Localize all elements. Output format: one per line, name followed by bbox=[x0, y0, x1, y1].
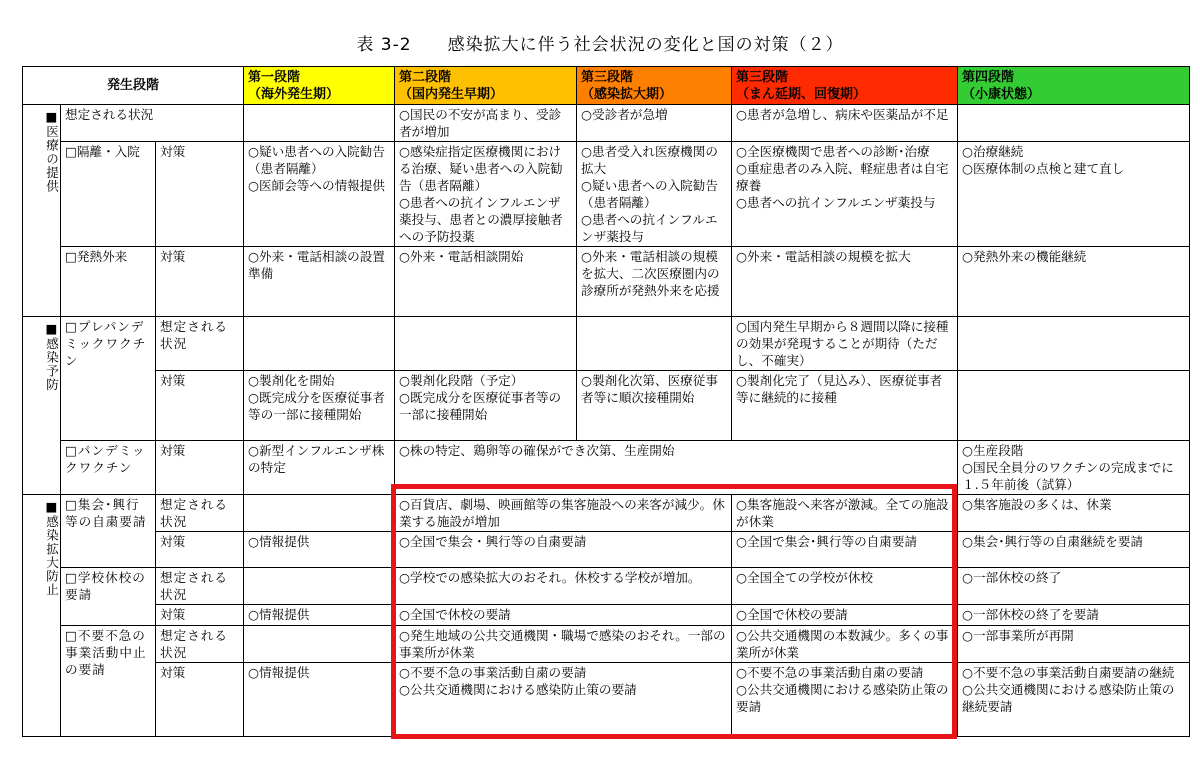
row-kind: 対策 bbox=[156, 605, 244, 626]
table-cell: ○不要不急の事業活動自粛要請の継続 ○公共交通機関における感染防止策の継続要請 bbox=[958, 663, 1190, 737]
table-cell bbox=[244, 568, 395, 605]
table-cell bbox=[958, 317, 1190, 371]
table-cell: ○発熱外来の機能継続 bbox=[958, 247, 1190, 317]
table-cell: ○製剤化完了（見込み）、医療従事者等に継続的に接種 bbox=[732, 371, 958, 441]
row-kind: 対策 bbox=[156, 663, 244, 737]
measures-table bbox=[22, 66, 1190, 737]
table-cell: ○治療継続 ○医療体制の点検と建て直し bbox=[958, 142, 1190, 247]
table-cell: ○一部事業所が再開 bbox=[958, 626, 1190, 663]
table-cell: ○全国全ての学校が休校 bbox=[732, 568, 958, 605]
row-item: □隔離・入院 bbox=[61, 142, 156, 247]
table-cell bbox=[577, 317, 732, 371]
table-cell: ○外来・電話相談の設置準備 bbox=[244, 247, 395, 317]
row-item: □学校休校の要請 bbox=[61, 568, 156, 626]
stage3-header: 第三段階 （感染拡大期） bbox=[577, 67, 732, 105]
table-cell: ○全国で集会･興行等の自粛要請 bbox=[732, 532, 958, 568]
row-kind: 対策 bbox=[156, 532, 244, 568]
document-title: 表 3-2 感染拡大に伴う社会状況の変化と国の対策（２） bbox=[356, 35, 844, 55]
row-kind: 想定される状況 bbox=[156, 317, 244, 371]
table-cell: ○製剤化を開始 ○既完成分を医療従事者等の一部に接種開始 bbox=[244, 371, 395, 441]
table-cell: ○感染症指定医療機関における治療、疑い患者への入院勧告（患者隔離） ○患者への抗インフルエンザ薬投与、患者との濃厚接触者への予防投薬 bbox=[395, 142, 577, 247]
table-cell: ○一部休校の終了 bbox=[958, 568, 1190, 605]
table-cell: ○集客施設へ来客が激減。全ての施設が休業 bbox=[732, 495, 958, 532]
table-cell: ○国民の不安が高まり、受診者が増加 bbox=[395, 105, 577, 142]
table-cell bbox=[244, 105, 395, 142]
table-cell: ○製剤化次第、医療従事者等に順次接種開始 bbox=[577, 371, 732, 441]
row-kind: 想定される状況 bbox=[156, 495, 244, 532]
table-cell: ○情報提供 bbox=[244, 605, 395, 626]
table-cell: ○受診者が急増 bbox=[577, 105, 732, 142]
row-kind: 想定される状況 bbox=[156, 626, 244, 663]
table-cell: ○生産段階 ○国民全員分のワクチンの完成までに１.５年前後（試算） bbox=[958, 441, 1190, 495]
table-cell: ○患者受入れ医療機関の拡大 ○疑い患者への入院勧告（患者隔離） ○患者への抗インフルエンザ薬投与 bbox=[577, 142, 732, 247]
phase-label: 発生段階 bbox=[23, 67, 244, 105]
table-cell: ○外来・電話相談の規模を拡大、二次医療圏内の診療所が発熱外来を応援 bbox=[577, 247, 732, 317]
row-kind: 対策 bbox=[156, 441, 244, 495]
stage4-header: 第四段階 （小康状態） bbox=[958, 67, 1190, 105]
row-kind: 対策 bbox=[156, 142, 244, 247]
category-spread-prevention: ■感染拡大防止 bbox=[23, 495, 61, 737]
table-cell bbox=[395, 317, 577, 371]
table-cell: ○不要不急の事業活動自粛の要請 ○公共交通機関における感染防止策の要請 bbox=[395, 663, 732, 737]
table-cell: ○不要不急の事業活動自粛の要請 ○公共交通機関における感染防止策の要請 bbox=[732, 663, 958, 737]
category-prevention: ■感染予防 bbox=[23, 317, 61, 495]
table-cell: ○外来・電話相談開始 bbox=[395, 247, 577, 317]
table-cell bbox=[244, 626, 395, 663]
table-cell: ○製剤化段階（予定） ○既完成分を医療従事者等の一部に接種開始 bbox=[395, 371, 577, 441]
table-cell: ○外来・電話相談の規模を拡大 bbox=[732, 247, 958, 317]
row-item: □プレパンデミックワクチン bbox=[61, 317, 156, 441]
table-cell: ○一部休校の終了を要請 bbox=[958, 605, 1190, 626]
row-kind: 対策 bbox=[156, 371, 244, 441]
table-cell: ○患者が急増し、病床や医薬品が不足 bbox=[732, 105, 958, 142]
table-cell: ○百貨店、劇場、映画館等の集客施設への来客が減少。休業する施設が増加 bbox=[395, 495, 732, 532]
table-cell bbox=[958, 371, 1190, 441]
table-cell: ○学校での感染拡大のおそれ。休校する学校が増加。 bbox=[395, 568, 732, 605]
table-cell bbox=[958, 105, 1190, 142]
table-cell: ○集会･興行等の自粛継続を要請 bbox=[958, 532, 1190, 568]
table-cell: ○公共交通機関の本数減少。多くの事業所が休業 bbox=[732, 626, 958, 663]
row-item: □集会･興行等の自粛要請 bbox=[61, 495, 156, 568]
table-cell: ○株の特定、鶏卵等の確保ができ次第、生産開始 bbox=[395, 441, 958, 495]
table-cell: ○全国で休校の要請 bbox=[732, 605, 958, 626]
category-medical: ■医療の提供 bbox=[23, 105, 61, 317]
row-item: □パンデミックワクチン bbox=[61, 441, 156, 495]
table-cell: ○集客施設の多くは、休業 bbox=[958, 495, 1190, 532]
table-cell: ○国内発生早期から８週間以降に接種の効果が発現することが期待（ただし、不確実） bbox=[732, 317, 958, 371]
table-cell: ○新型インフルエンザ株の特定 bbox=[244, 441, 395, 495]
table-cell: ○全国で集会・興行等の自粛要請 bbox=[395, 532, 732, 568]
row-kind: 想定される状況 bbox=[156, 568, 244, 605]
row-kind: 対策 bbox=[156, 247, 244, 317]
table-cell: ○疑い患者への入院勧告（患者隔離） ○医師会等への情報提供 bbox=[244, 142, 395, 247]
stage3b-header: 第三段階 （まん延期、回復期） bbox=[732, 67, 958, 105]
stage2-header: 第二段階 （国内発生早期） bbox=[395, 67, 577, 105]
table-cell: ○情報提供 bbox=[244, 532, 395, 568]
table-cell: ○全医療機関で患者への診断･治療 ○重症患者のみ入院、軽症患者は自宅療養 ○患者への抗インフルエンザ薬投与 bbox=[732, 142, 958, 247]
row-label: 想定される状況 bbox=[61, 105, 244, 142]
table-cell bbox=[244, 495, 395, 532]
table-cell: ○情報提供 bbox=[244, 663, 395, 737]
table-cell bbox=[244, 317, 395, 371]
table-cell: ○発生地域の公共交通機関・職場で感染のおそれ。一部の事業所が休業 bbox=[395, 626, 732, 663]
row-item: □不要不急の事業活動中止の要請 bbox=[61, 626, 156, 737]
table-cell: ○全国で休校の要請 bbox=[395, 605, 732, 626]
stage1-header: 第一段階 （海外発生期） bbox=[244, 67, 395, 105]
row-item: □発熱外来 bbox=[61, 247, 156, 317]
